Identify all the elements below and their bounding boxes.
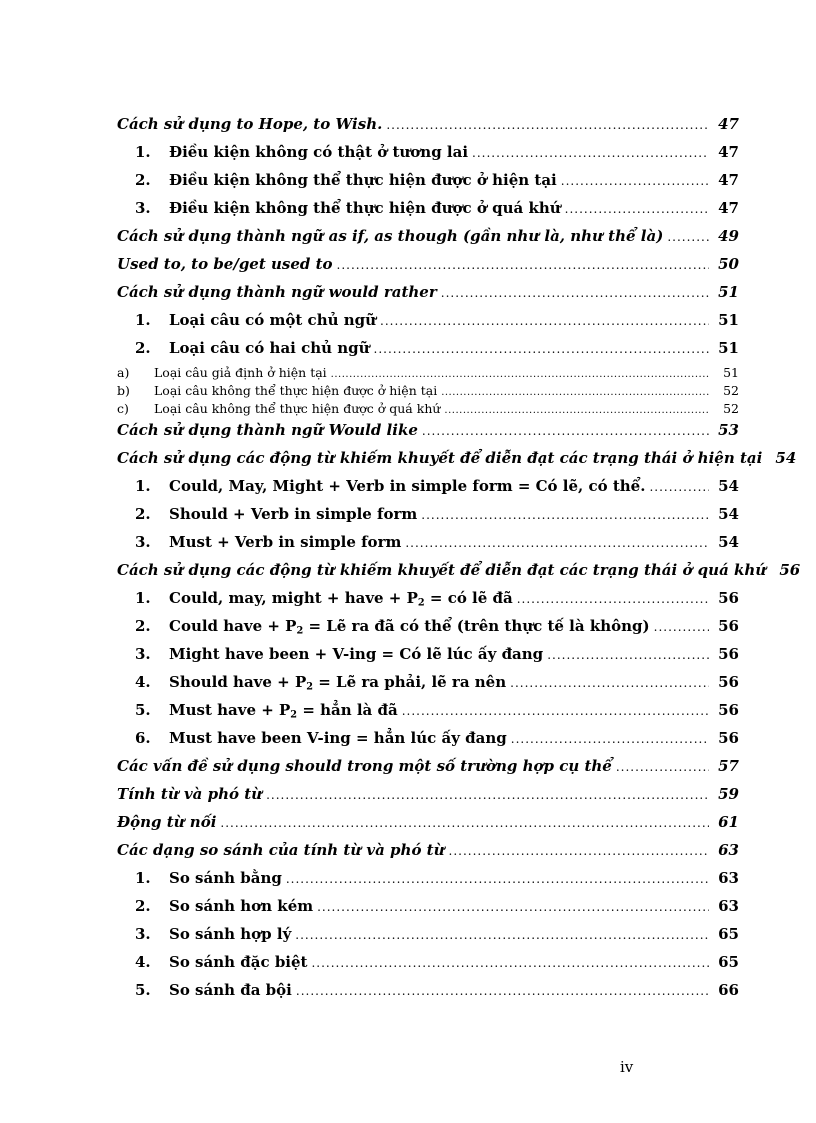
toc-entry-page: 51 (718, 339, 739, 357)
toc-entry-page: 50 (718, 255, 739, 273)
toc-entry-title: Điều kiện không có thật ở tương lai (169, 143, 469, 161)
toc-entry-page: 59 (718, 785, 739, 803)
toc-entry-number: 3. (135, 533, 151, 551)
dot-leader (422, 420, 709, 442)
dot-leader (331, 367, 709, 383)
toc-entry-number: 5. (135, 981, 151, 999)
toc-entry-page: 51 (723, 365, 739, 380)
toc-entry-title: So sánh hợp lý (169, 925, 292, 943)
toc-entry[interactable] (117, 253, 739, 281)
toc-entry-page: 53 (718, 421, 739, 439)
toc-entry-title (169, 615, 650, 637)
toc-entry-number: 2. (135, 171, 151, 189)
toc-entry-page: 51 (718, 283, 739, 301)
toc-entry-page: 56 (718, 729, 739, 747)
dot-leader (561, 170, 709, 192)
toc-entry-title (169, 587, 513, 609)
toc-entry-title: Các vấn đề sử dụng should trong một số trường hợp cụ thể (117, 757, 612, 775)
toc-entry-page: 63 (718, 869, 739, 887)
toc-entry-page: 47 (718, 143, 739, 161)
toc-entry-title-part: Must have + P (169, 701, 291, 719)
dot-leader (649, 476, 709, 498)
toc-entry-title: Cách sử dụng thành ngữ Would like (117, 421, 418, 439)
toc-entry[interactable] (117, 559, 801, 587)
toc-entry-title: Loại câu không thể thực hiện được ở hiện tại (154, 383, 438, 398)
toc-entry-page: 57 (718, 757, 739, 775)
toc-entry-title: So sánh hơn kém (169, 897, 314, 915)
toc-entry-title: Might have been + V-ing = Có lẽ lúc ấy đang (169, 645, 544, 663)
dot-leader (295, 924, 709, 946)
toc-entry-page: 47 (718, 171, 739, 189)
toc-entry[interactable] (117, 783, 739, 811)
toc-entry-page: 61 (718, 813, 739, 831)
dot-leader (296, 980, 709, 1002)
toc-entry[interactable] (117, 867, 739, 895)
toc-entry-page: 56 (718, 673, 739, 691)
dot-leader (667, 226, 709, 248)
toc-entry-number: 2. (135, 617, 151, 635)
toc-entry-number: 1. (135, 869, 151, 887)
toc-entry-number: 2. (135, 339, 151, 357)
toc-entry-title-part: = hẳn là đã (297, 701, 398, 719)
toc-entry[interactable] (117, 225, 739, 253)
toc-entry-page: 47 (718, 115, 739, 133)
toc-entry[interactable] (117, 531, 739, 559)
toc-entry[interactable] (117, 113, 739, 141)
toc-entry-number: 4. (135, 673, 151, 691)
toc-entry[interactable] (117, 979, 739, 1007)
dot-leader (565, 198, 709, 220)
toc-entry[interactable] (117, 383, 739, 401)
toc-entry-title: Loại câu không thể thực hiện được ở quá khứ (154, 401, 441, 416)
toc-entry-title: Cách sử dụng thành ngữ would rather (117, 283, 437, 301)
dot-leader (380, 310, 709, 332)
toc-entry[interactable] (117, 141, 739, 169)
dot-leader (472, 142, 709, 164)
toc-entry-page: 65 (718, 953, 739, 971)
dot-leader (311, 952, 709, 974)
toc-entry-title: Should + Verb in simple form (169, 505, 418, 523)
toc-entry-title: Tính từ và phó từ (117, 785, 263, 803)
toc-entry-title: Must have been V-ing = hẳn lúc ấy đang (169, 729, 507, 747)
dot-leader (421, 504, 709, 526)
toc-entry-number: 1. (135, 477, 151, 495)
toc-entry-page: 49 (718, 227, 739, 245)
dot-leader (220, 812, 709, 834)
toc-entry-number: 2. (135, 505, 151, 523)
toc-entry-title: Loại câu giả định ở hiện tại (154, 365, 327, 380)
toc-entry-title: So sánh đặc biệt (169, 953, 308, 971)
toc-entry[interactable] (117, 755, 739, 783)
toc-entry-title: Động từ nối (117, 813, 217, 831)
toc-entry-page: 51 (718, 311, 739, 329)
toc-entry[interactable] (117, 197, 739, 225)
toc-entry-title: Cách sử dụng các động từ khiếm khuyết để diễn đạt các trạng thái ở quá khứ (117, 561, 767, 579)
toc-entry-number: b) (117, 383, 130, 398)
toc-entry[interactable] (117, 923, 739, 951)
toc-entry-number: 3. (135, 645, 151, 663)
toc-entry-page: 54 (718, 477, 739, 495)
toc-entry-page: 56 (718, 701, 739, 719)
toc-entry-page: 63 (718, 897, 739, 915)
dot-leader (386, 114, 709, 136)
dot-leader (517, 588, 709, 610)
dot-leader (402, 700, 709, 722)
toc-entry-page: 56 (718, 589, 739, 607)
page-number: iv (620, 1058, 634, 1076)
toc-entry-subscript: 2 (306, 681, 314, 693)
dot-leader (547, 644, 709, 666)
toc-entry-number: 1. (135, 311, 151, 329)
dot-leader (444, 403, 709, 419)
table-of-contents (117, 113, 801, 1007)
toc-entry-title: Loại câu có một chủ ngữ (169, 311, 377, 329)
toc-entry[interactable] (117, 727, 739, 755)
toc-entry[interactable] (117, 475, 739, 503)
toc-entry[interactable] (117, 281, 739, 309)
toc-entry-title: So sánh đa bội (169, 981, 292, 999)
toc-entry[interactable] (117, 895, 739, 923)
toc-entry-subscript: 2 (290, 709, 298, 721)
toc-entry-title: Loại câu có hai chủ ngữ (169, 339, 370, 357)
dot-leader (654, 616, 709, 638)
toc-entry-title: Could, May, Might + Verb in simple form = Có lẽ, có thể. (169, 477, 646, 495)
dot-leader (449, 840, 709, 862)
toc-entry[interactable] (117, 587, 739, 615)
dot-leader (266, 784, 709, 806)
dot-leader (286, 868, 709, 890)
toc-entry-subscript: 2 (417, 597, 425, 609)
toc-entry-page: 66 (718, 981, 739, 999)
toc-entry-title: So sánh bằng (169, 869, 282, 887)
dot-leader (405, 532, 709, 554)
toc-entry-title (169, 699, 398, 721)
toc-entry-page: 54 (718, 505, 739, 523)
toc-entry-title-part: = Lẽ ra phải, lẽ ra nên (313, 673, 507, 691)
toc-entry[interactable] (117, 811, 739, 839)
toc-entry-number: 4. (135, 953, 151, 971)
toc-entry-page: 54 (718, 533, 739, 551)
toc-entry-title: Cách sử dụng các động từ khiếm khuyết để diễn đạt các trạng thái ở hiện tại (117, 449, 763, 467)
toc-entry-number: 6. (135, 729, 151, 747)
toc-entry-title: Điều kiện không thể thực hiện được ở hiện tại (169, 171, 557, 189)
toc-entry-title-part: = Lẽ ra đã có thể (trên thực tế là không) (303, 617, 650, 635)
toc-entry-number: c) (117, 401, 129, 416)
toc-entry-number: 3. (135, 925, 151, 943)
toc-entry[interactable] (117, 447, 797, 475)
toc-entry[interactable] (117, 309, 739, 337)
toc-entry-title (169, 671, 506, 693)
toc-entry-title-part: Could have + P (169, 617, 297, 635)
dot-leader (441, 282, 709, 304)
toc-entry-title: Điều kiện không thể thực hiện được ở quá khứ (169, 199, 561, 217)
dot-leader (616, 756, 709, 778)
toc-entry-number: 2. (135, 897, 151, 915)
toc-entry[interactable] (117, 401, 739, 419)
toc-entry-number: 1. (135, 589, 151, 607)
toc-entry-number: 5. (135, 701, 151, 719)
toc-entry-title-part: Could, may, might + have + P (169, 589, 418, 607)
toc-entry-title-part: = có lẽ đã (424, 589, 513, 607)
toc-entry-title: Các dạng so sánh của tính từ và phó từ (117, 841, 445, 859)
dot-leader (441, 385, 709, 401)
toc-entry-page: 56 (718, 645, 739, 663)
toc-entry[interactable] (117, 615, 739, 643)
toc-entry-title: Cách sử dụng thành ngữ as if, as though (gần như là, như thể là) (117, 227, 664, 245)
toc-entry[interactable] (117, 503, 739, 531)
toc-entry[interactable] (117, 699, 739, 727)
toc-entry-number: 1. (135, 143, 151, 161)
toc-entry-page: 52 (723, 401, 739, 416)
toc-entry-number: 3. (135, 199, 151, 217)
toc-entry-page: 56 (718, 617, 739, 635)
toc-entry-title: Cách sử dụng to Hope, to Wish. (117, 115, 383, 133)
toc-entry[interactable] (117, 671, 739, 699)
dot-leader (510, 672, 709, 694)
toc-entry[interactable] (117, 365, 739, 383)
toc-entry[interactable] (117, 337, 739, 365)
toc-entry-page: 47 (718, 199, 739, 217)
toc-entry[interactable] (117, 419, 739, 447)
dot-leader (317, 896, 709, 918)
toc-entry-title: Must + Verb in simple form (169, 533, 402, 551)
dot-leader (337, 254, 709, 276)
toc-entry[interactable] (117, 839, 739, 867)
dot-leader (374, 338, 709, 360)
toc-entry-title: Used to, to be/get used to (117, 255, 333, 273)
dot-leader (511, 728, 709, 750)
toc-entry-number: a) (117, 365, 130, 380)
toc-entry[interactable] (117, 169, 739, 197)
toc-entry-page: 65 (718, 925, 739, 943)
toc-entry-page: 63 (718, 841, 739, 859)
toc-entry-page: 56 (779, 561, 801, 579)
toc-entry-page: 52 (723, 383, 739, 398)
toc-entry[interactable] (117, 643, 739, 671)
toc-entry[interactable] (117, 951, 739, 979)
toc-entry-subscript: 2 (296, 625, 304, 637)
toc-entry-page: 54 (775, 449, 797, 467)
toc-entry-title-part: Should have + P (169, 673, 307, 691)
